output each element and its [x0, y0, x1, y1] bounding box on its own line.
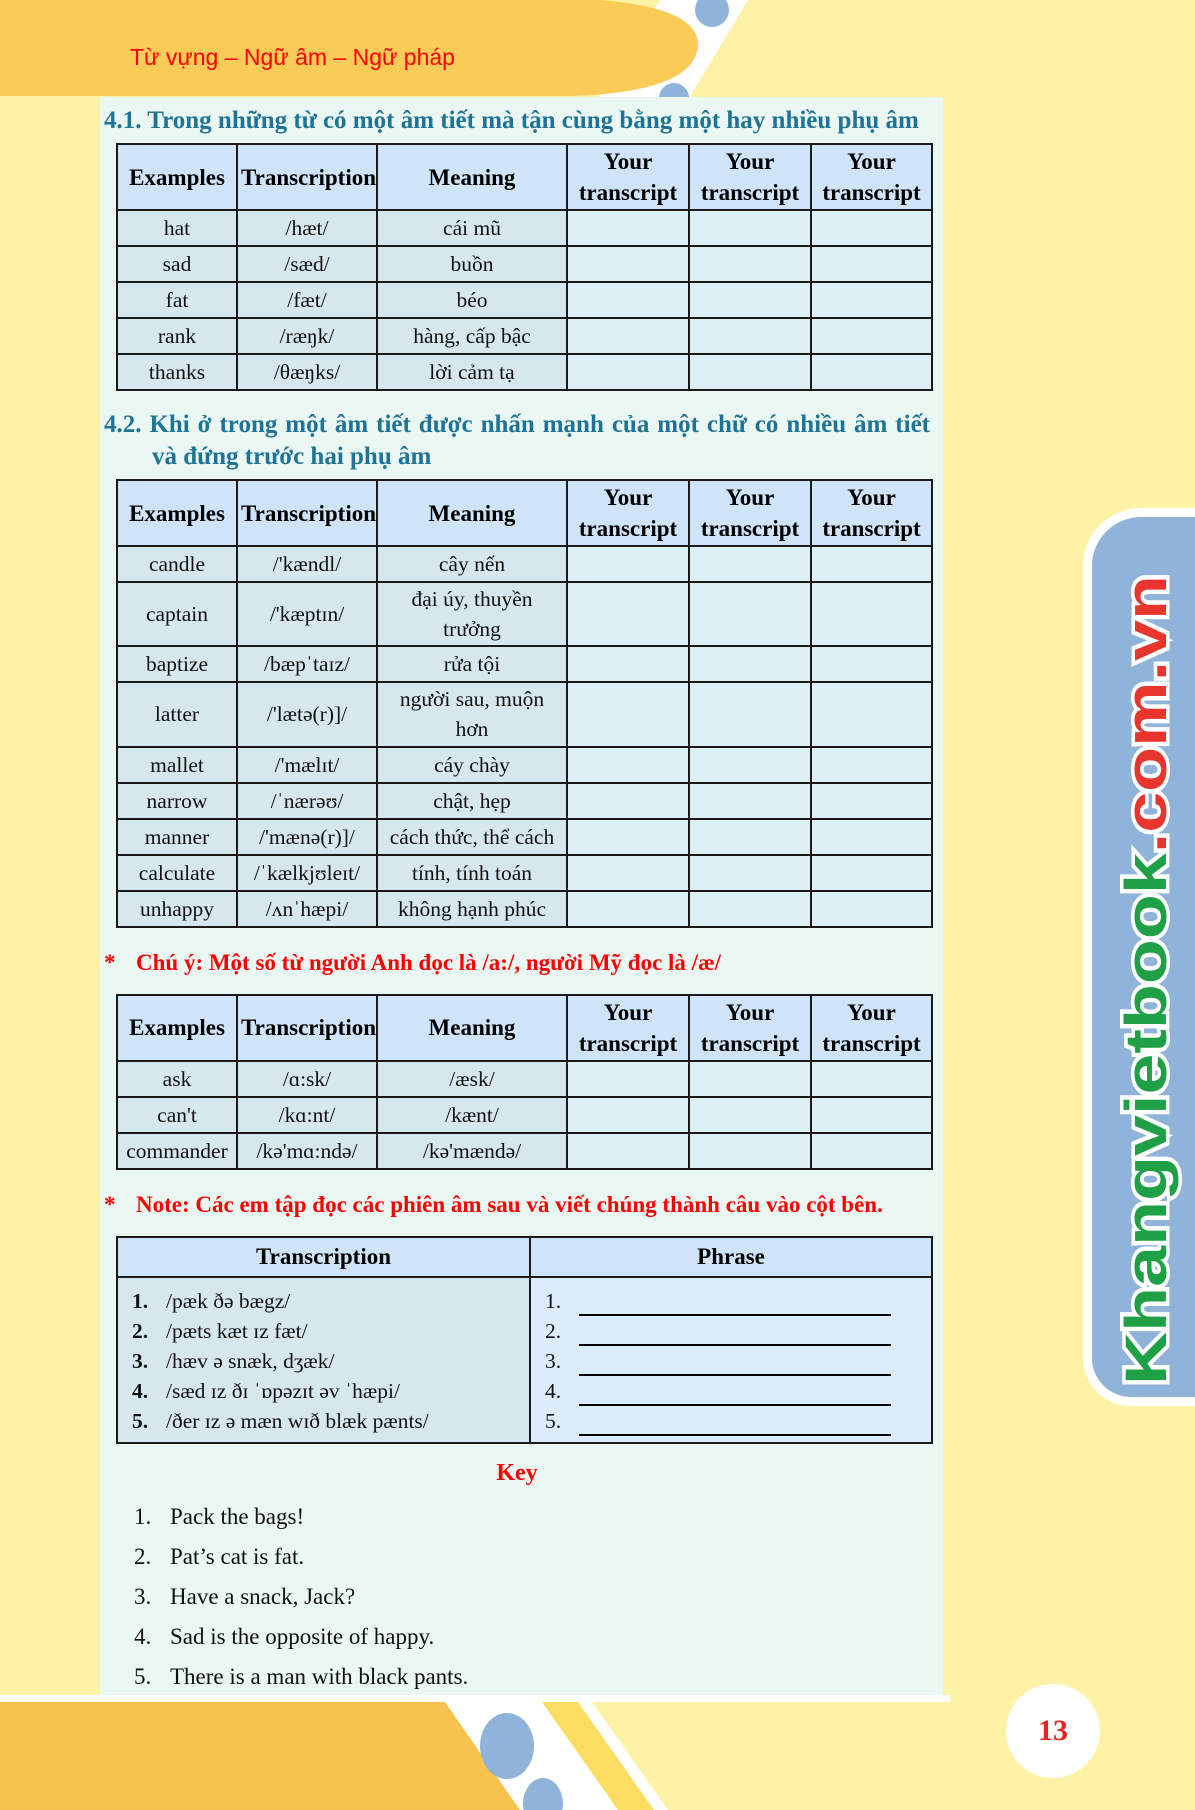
table-row	[117, 1097, 932, 1133]
blue-dot-large	[480, 1713, 534, 1779]
note-text: Note: Các em tập đọc các phiên âm sau và viết chúng thành câu vào cột bên.	[136, 1191, 883, 1217]
transcription-cell: /ræŋk/	[237, 318, 377, 354]
table-header-row	[117, 480, 932, 546]
your-transcript-cell	[567, 747, 689, 783]
transcription-cell: /'lætə(r)]/	[237, 682, 377, 746]
col-header-your-transcript: Your transcript	[689, 480, 811, 546]
your-transcript-cell	[689, 855, 811, 891]
transcription-cell: /ˈnærəʊ/	[237, 783, 377, 819]
example-cell: narrow	[117, 783, 237, 819]
item-number: 2.	[132, 1318, 149, 1343]
note-note	[104, 1192, 930, 1218]
transcription-text: /hæv ə snæk, dʒæk/	[166, 1348, 335, 1373]
col-header-your-transcript: Your transcript	[811, 144, 932, 210]
watermark-green-text: Khangvietbook	[1114, 966, 1179, 1385]
your-transcript-cell	[567, 1061, 689, 1097]
table-row	[117, 819, 932, 855]
page-header-title: Từ vựng – Ngữ âm – Ngữ pháp	[130, 44, 455, 70]
transcription-cell: /ɑ:sk/	[237, 1061, 377, 1097]
page-number: 13	[1038, 1714, 1068, 1747]
phrase-blank-line	[531, 1316, 931, 1346]
your-transcript-cell	[567, 1133, 689, 1169]
meaning-cell: buồn	[377, 246, 567, 282]
example-cell: rank	[117, 318, 237, 354]
item-number: 3.	[134, 1583, 152, 1609]
col-header-your-transcript: Your transcript	[811, 995, 932, 1061]
note-star: *	[104, 1191, 116, 1217]
meaning-cell: rửa tội	[377, 646, 567, 682]
item-number: 2.	[545, 1318, 562, 1343]
phrase-blanks-cell	[530, 1277, 932, 1443]
your-transcript-cell	[689, 1133, 811, 1169]
watermark-text	[1092, 517, 1195, 1397]
meaning-cell: /æsk/	[377, 1061, 567, 1097]
meaning-cell: chật, hẹp	[377, 783, 567, 819]
key-answer-item	[134, 1497, 930, 1537]
answer-text: Pack the bags!	[170, 1503, 305, 1529]
your-transcript-cell	[567, 819, 689, 855]
key-answer-item	[134, 1577, 930, 1617]
transcription-cell: /θæŋks/	[237, 354, 377, 390]
panel-bottom-gap	[0, 1695, 950, 1702]
key-title: Key	[496, 1459, 538, 1486]
table-row	[117, 582, 932, 646]
transcription-text: /ðer ɪz ə mæn wɪð blæk pænts/	[166, 1408, 429, 1433]
your-transcript-cell	[567, 210, 689, 246]
item-number: 5.	[132, 1408, 149, 1433]
col-header-your-transcript: Your transcript	[689, 995, 811, 1061]
example-cell: baptize	[117, 646, 237, 682]
item-number: 2.	[134, 1543, 152, 1569]
your-transcript-cell	[567, 246, 689, 282]
meaning-cell: béo	[377, 282, 567, 318]
example-cell: manner	[117, 819, 237, 855]
your-transcript-cell	[567, 582, 689, 646]
meaning-cell: lời cảm tạ	[377, 354, 567, 390]
table-header-row	[117, 995, 932, 1061]
answer-text: There is a man with black pants.	[170, 1663, 469, 1689]
transcription-line	[118, 1286, 529, 1316]
transcription-line	[118, 1406, 529, 1436]
note-text: Chú ý: Một số từ người Anh đọc là /a:/, người Mỹ đọc là /æ/	[136, 949, 722, 975]
item-number: 1.	[545, 1288, 562, 1313]
example-cell: sad	[117, 246, 237, 282]
example-cell: mallet	[117, 747, 237, 783]
transcription-line	[118, 1316, 529, 1346]
section-heading-41: 4.1. Trong những từ có một âm tiết mà tận cùng bằng một hay nhiều phụ âm	[104, 107, 919, 134]
your-transcript-cell	[811, 318, 932, 354]
phrase-blank-line	[531, 1286, 931, 1316]
your-transcript-cell	[689, 582, 811, 646]
meaning-cell: /kænt/	[377, 1097, 567, 1133]
item-number: 4.	[132, 1378, 149, 1403]
your-transcript-cell	[689, 210, 811, 246]
meaning-cell: /kə'mændə/	[377, 1133, 567, 1169]
note-chu-y	[104, 950, 930, 976]
transcription-cell: /hæt/	[237, 210, 377, 246]
your-transcript-cell	[567, 354, 689, 390]
your-transcript-cell	[567, 1097, 689, 1133]
your-transcript-cell	[811, 1133, 932, 1169]
phrase-blank-line	[531, 1376, 931, 1406]
col-header-your-transcript: Your transcript	[567, 995, 689, 1061]
your-transcript-cell	[689, 318, 811, 354]
your-transcript-cell	[689, 1097, 811, 1133]
example-cell: thanks	[117, 354, 237, 390]
transcription-cell: /'mælɪt/	[237, 747, 377, 783]
transcription-cell: /fæt/	[237, 282, 377, 318]
phrase-blank-line	[531, 1406, 931, 1436]
meaning-cell: cách thức, thể cách	[377, 819, 567, 855]
orange-diagonal-shape	[0, 1702, 520, 1810]
your-transcript-cell	[567, 682, 689, 746]
your-transcript-cell	[567, 318, 689, 354]
item-number: 1.	[134, 1503, 152, 1529]
table-header-row	[117, 1237, 932, 1277]
table-row	[117, 783, 932, 819]
word-table-42	[116, 479, 933, 927]
key-answer-item	[134, 1657, 930, 1697]
your-transcript-cell	[567, 891, 689, 927]
col-header-transcription: Transcription	[237, 144, 377, 210]
table-row	[117, 282, 932, 318]
key-list	[134, 1497, 930, 1697]
example-cell: ask	[117, 1061, 237, 1097]
meaning-cell: không hạnh phúc	[377, 891, 567, 927]
item-number: 5.	[134, 1663, 152, 1689]
your-transcript-cell	[811, 210, 932, 246]
your-transcript-cell	[811, 819, 932, 855]
table-row	[117, 747, 932, 783]
your-transcript-cell	[811, 855, 932, 891]
your-transcript-cell	[567, 646, 689, 682]
key-answer-item	[134, 1617, 930, 1657]
table-row	[117, 1133, 932, 1169]
example-cell: can't	[117, 1097, 237, 1133]
your-transcript-cell	[811, 1097, 932, 1133]
your-transcript-cell	[811, 582, 932, 646]
transcription-cell: /'mænə(r)]/	[237, 819, 377, 855]
example-cell: hat	[117, 210, 237, 246]
col-header-examples: Examples	[117, 480, 237, 546]
transcription-cell: /'kæptɪn/	[237, 582, 377, 646]
your-transcript-cell	[811, 354, 932, 390]
transcription-cell: /sæd/	[237, 246, 377, 282]
meaning-cell: cáy chày	[377, 747, 567, 783]
transcription-text: /sæd ɪz ðɪ ˈɒpəzɪt əv ˈhæpi/	[166, 1378, 400, 1403]
your-transcript-cell	[689, 891, 811, 927]
item-number: 3.	[132, 1348, 149, 1373]
transcription-line	[118, 1376, 529, 1406]
col-header-transcription: Transcription	[117, 1237, 530, 1277]
word-table-ae	[116, 994, 933, 1170]
table-row	[117, 318, 932, 354]
col-header-examples: Examples	[117, 995, 237, 1061]
your-transcript-cell	[811, 646, 932, 682]
your-transcript-cell	[811, 282, 932, 318]
note-star: *	[104, 949, 116, 975]
phrase-blank-line	[531, 1346, 931, 1376]
item-number: 4.	[134, 1623, 152, 1649]
col-header-transcription: Transcription	[237, 480, 377, 546]
col-header-phrase: Phrase	[530, 1237, 932, 1277]
meaning-cell: người sau, muộn hơn	[377, 682, 567, 746]
word-table-41	[116, 143, 933, 391]
example-cell: latter	[117, 682, 237, 746]
blank-write-line	[579, 1382, 891, 1406]
table-header-row	[117, 144, 932, 210]
blank-write-line	[579, 1322, 891, 1346]
transcription-line	[118, 1346, 529, 1376]
your-transcript-cell	[689, 354, 811, 390]
key-answer-item	[134, 1537, 930, 1577]
your-transcript-cell	[689, 646, 811, 682]
transcription-cell: /ˈkælkjʊleɪt/	[237, 855, 377, 891]
example-cell: calculate	[117, 855, 237, 891]
content-panel	[100, 97, 943, 1695]
your-transcript-cell	[811, 1061, 932, 1097]
col-header-examples: Examples	[117, 144, 237, 210]
meaning-cell: cái mũ	[377, 210, 567, 246]
svg-text:Khangvietbook.com.vn	[1114, 575, 1179, 1385]
transcription-cell: /kə'mɑ:ndə/	[237, 1133, 377, 1169]
transcription-list-cell	[117, 1277, 530, 1443]
your-transcript-cell	[811, 546, 932, 582]
your-transcript-cell	[811, 246, 932, 282]
transcription-cell: /ʌnˈhæpi/	[237, 891, 377, 927]
example-cell: unhappy	[117, 891, 237, 927]
transcription-cell: /kɑ:nt/	[237, 1097, 377, 1133]
item-number: 5.	[545, 1408, 562, 1433]
col-header-your-transcript: Your transcript	[811, 480, 932, 546]
phrase-body-row	[117, 1277, 932, 1443]
your-transcript-cell	[567, 546, 689, 582]
answer-text: Pat’s cat is fat.	[170, 1543, 305, 1569]
table-row	[117, 646, 932, 682]
col-header-meaning: Meaning	[377, 480, 567, 546]
your-transcript-cell	[567, 783, 689, 819]
your-transcript-cell	[689, 546, 811, 582]
example-cell: fat	[117, 282, 237, 318]
meaning-cell: hàng, cấp bậc	[377, 318, 567, 354]
transcription-cell: /bæpˈtaɪz/	[237, 646, 377, 682]
col-header-your-transcript: Your transcript	[689, 144, 811, 210]
meaning-cell: tính, tính toán	[377, 855, 567, 891]
watermark-red-text: .com.vn	[1114, 634, 1179, 854]
col-header-meaning: Meaning	[377, 144, 567, 210]
example-cell: captain	[117, 582, 237, 646]
transcription-cell: /'kændl/	[237, 546, 377, 582]
answer-text: Sad is the opposite of happy.	[170, 1623, 435, 1649]
blank-write-line	[579, 1352, 891, 1376]
table-row	[117, 891, 932, 927]
section-heading-42: 4.2. Khi ở trong một âm tiết được nhấn mạnh của một chữ có nhiều âm tiết và đứng trước hai phụ âm	[104, 411, 930, 471]
your-transcript-cell	[811, 747, 932, 783]
blank-write-line	[579, 1412, 891, 1436]
your-transcript-cell	[567, 282, 689, 318]
transcription-text: /pæts kæt ɪz fæt/	[166, 1318, 308, 1343]
answer-text: Have a snack, Jack?	[170, 1583, 356, 1609]
watermark-banner	[1083, 508, 1195, 1406]
item-number: 4.	[545, 1378, 562, 1403]
your-transcript-cell	[689, 682, 811, 746]
col-header-meaning: Meaning	[377, 995, 567, 1061]
your-transcript-cell	[567, 855, 689, 891]
item-number: 1.	[132, 1288, 149, 1313]
transcription-text: /pæk ðə bægz/	[166, 1288, 291, 1313]
your-transcript-cell	[689, 783, 811, 819]
table-row	[117, 546, 932, 582]
blank-write-line	[579, 1292, 891, 1316]
phrase-table	[116, 1236, 933, 1444]
meaning-cell: đại úy, thuyền trưởng	[377, 582, 567, 646]
your-transcript-cell	[689, 819, 811, 855]
your-transcript-cell	[811, 682, 932, 746]
col-header-your-transcript: Your transcript	[567, 144, 689, 210]
your-transcript-cell	[811, 891, 932, 927]
col-header-transcription: Transcription	[237, 995, 377, 1061]
meaning-cell: cây nến	[377, 546, 567, 582]
example-cell: commander	[117, 1133, 237, 1169]
table-row	[117, 354, 932, 390]
item-number: 3.	[545, 1348, 562, 1373]
your-transcript-cell	[689, 747, 811, 783]
your-transcript-cell	[811, 783, 932, 819]
table-row	[117, 210, 932, 246]
your-transcript-cell	[689, 282, 811, 318]
example-cell: candle	[117, 546, 237, 582]
table-row	[117, 855, 932, 891]
page-number-badge	[1006, 1684, 1100, 1778]
table-row	[117, 682, 932, 746]
col-header-your-transcript: Your transcript	[567, 480, 689, 546]
your-transcript-cell	[689, 246, 811, 282]
table-row	[117, 246, 932, 282]
your-transcript-cell	[689, 1061, 811, 1097]
table-row	[117, 1061, 932, 1097]
